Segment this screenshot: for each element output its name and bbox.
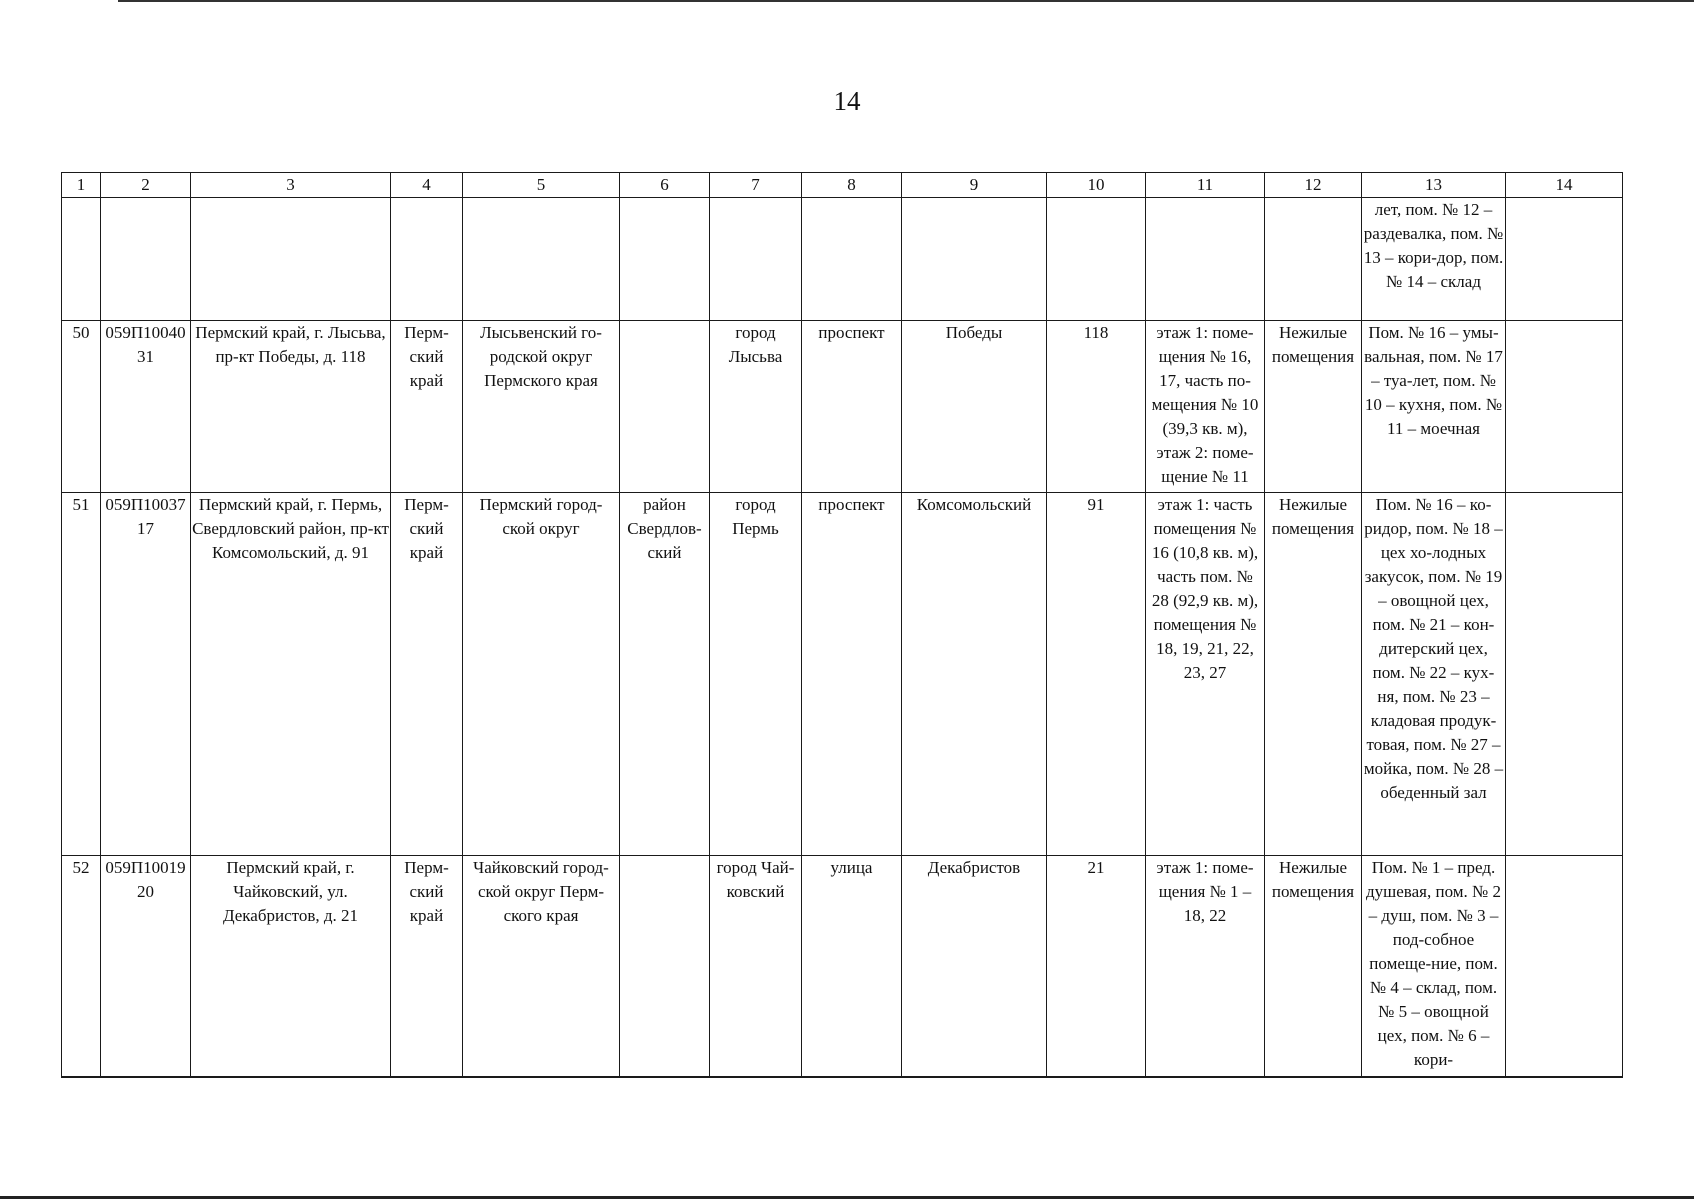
table-row: [62, 321, 1623, 493]
table-cell: [191, 198, 391, 321]
column-header: 1: [62, 173, 101, 198]
table-cell: [1506, 198, 1623, 321]
column-header: 13: [1362, 173, 1506, 198]
column-header: 14: [1506, 173, 1623, 198]
table-row: [62, 856, 1623, 1078]
address-cell: Пермский край, г. Чайковский, ул. Декабристов, д. 21: [191, 856, 391, 1078]
table-cell: [802, 198, 902, 321]
street-name-cell: Победы: [902, 321, 1047, 493]
registry-number-cell: 059П1004031: [101, 321, 191, 493]
region-cell: Перм-ский край: [391, 321, 463, 493]
room-purpose-cell: Пом. № 16 – ко-ридор, пом. № 18 – цех хо-лодных закусок, пом. № 19 – овощной цех, пом. № 21 – кон-дитерский цех, пом. № 22 – кух-ня, пом. № 23 – кладовая продук-товая, пом. № 27 – мойка, пом. № 28 – обеденный зал: [1362, 493, 1506, 856]
object-type-cell: Нежилые помещения: [1265, 493, 1362, 856]
column-header: 10: [1047, 173, 1146, 198]
column-header: 8: [802, 173, 902, 198]
row-number-cell: 50: [62, 321, 101, 493]
table-cell: [1506, 321, 1623, 493]
table-cell: [620, 198, 710, 321]
table-cell: [391, 198, 463, 321]
row-number-cell: 52: [62, 856, 101, 1078]
room-purpose-cell: лет, пом. № 12 – раздевалка, пом. № 13 – кори-дор, пом. № 14 – склад: [1362, 198, 1506, 321]
column-header: 7: [710, 173, 802, 198]
column-header: 3: [191, 173, 391, 198]
city-cell: город Лысьва: [710, 321, 802, 493]
house-number-cell: 21: [1047, 856, 1146, 1078]
premises-cell: этаж 1: поме-щения № 16, 17, часть по-мещения № 10 (39,3 кв. м), этаж 2: поме-щение № 11: [1146, 321, 1265, 493]
table-cell: [101, 198, 191, 321]
district-cell: район Свердлов-ский: [620, 493, 710, 856]
street-type-cell: улица: [802, 856, 902, 1078]
registry-number-cell: 059П1001920: [101, 856, 191, 1078]
district-cell: [620, 856, 710, 1078]
district-cell: [620, 321, 710, 493]
address-cell: Пермский край, г. Лысьва, пр-кт Победы, д. 118: [191, 321, 391, 493]
table-row: [62, 493, 1623, 856]
table-cell: [902, 198, 1047, 321]
street-type-cell: проспект: [802, 321, 902, 493]
table-cell: [1506, 856, 1623, 1078]
municipality-cell: Чайковский город-ской округ Перм-ского края: [463, 856, 620, 1078]
municipality-cell: Лысьвенский го-родской округ Пермского края: [463, 321, 620, 493]
house-number-cell: 91: [1047, 493, 1146, 856]
premises-cell: этаж 1: поме-щения № 1 – 18, 22: [1146, 856, 1265, 1078]
continuation-row: [62, 198, 1623, 321]
table-cell: [1506, 493, 1623, 856]
column-header: 11: [1146, 173, 1265, 198]
city-cell: город Чай-ковский: [710, 856, 802, 1078]
column-header: 4: [391, 173, 463, 198]
column-header: 6: [620, 173, 710, 198]
region-cell: Перм-ский край: [391, 493, 463, 856]
municipality-cell: Пермский город-ской округ: [463, 493, 620, 856]
table-cell: [463, 198, 620, 321]
street-name-cell: Комсомольский: [902, 493, 1047, 856]
scan-top-edge-line: [118, 0, 1694, 2]
table-cell: [1265, 198, 1362, 321]
object-type-cell: Нежилые помещения: [1265, 856, 1362, 1078]
column-header: 9: [902, 173, 1047, 198]
column-number-row: [62, 173, 1623, 198]
scan-bottom-edge-line: [0, 1196, 1694, 1199]
region-cell: Перм-ский край: [391, 856, 463, 1078]
object-type-cell: Нежилые помещения: [1265, 321, 1362, 493]
room-purpose-cell: Пом. № 16 – умы-вальная, пом. № 17 – туа-лет, пом. № 10 – кухня, пом. № 11 – моечная: [1362, 321, 1506, 493]
city-cell: город Пермь: [710, 493, 802, 856]
register-table: [61, 172, 1623, 1078]
premises-cell: этаж 1: часть помещения № 16 (10,8 кв. м), часть пом. № 28 (92,9 кв. м), помещения № 18, 19, 21, 22, 23, 27: [1146, 493, 1265, 856]
column-header: 12: [1265, 173, 1362, 198]
column-header: 2: [101, 173, 191, 198]
registry-number-cell: 059П1003717: [101, 493, 191, 856]
column-header: 5: [463, 173, 620, 198]
house-number-cell: 118: [1047, 321, 1146, 493]
street-type-cell: проспект: [802, 493, 902, 856]
page-number: 14: [833, 86, 861, 116]
table-cell: [62, 198, 101, 321]
table-cell: [1047, 198, 1146, 321]
room-purpose-cell: Пом. № 1 – пред. душевая, пом. № 2 – душ, пом. № 3 – под-собное помеще-ние, пом. № 4 – склад, пом. № 5 – овощной цех, пом. № 6 – кори-: [1362, 856, 1506, 1078]
row-number-cell: 51: [62, 493, 101, 856]
address-cell: Пермский край, г. Пермь, Свердловский район, пр-кт Комсомольский, д. 91: [191, 493, 391, 856]
street-name-cell: Декабристов: [902, 856, 1047, 1078]
table-cell: [710, 198, 802, 321]
table-cell: [1146, 198, 1265, 321]
